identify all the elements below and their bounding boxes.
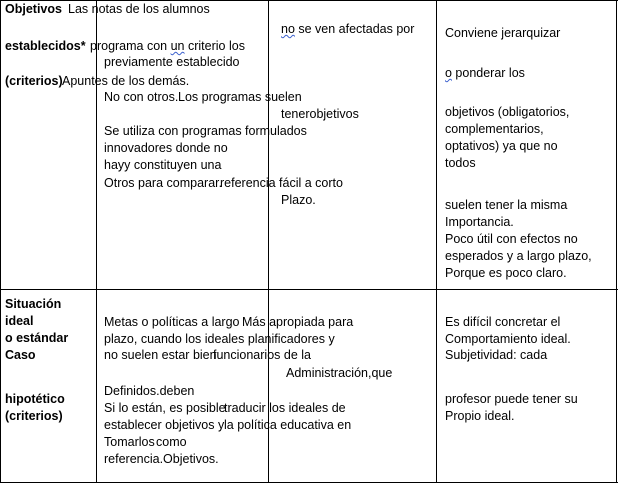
row1-col4-text: Poco útil con efectos no	[445, 232, 578, 246]
row2-col2-text: Metas o políticas a largo	[104, 315, 240, 329]
row2-col2-text: como	[156, 435, 187, 449]
row2-col2-text: Tomarlos	[104, 435, 155, 449]
row2-label-4: Caso	[5, 348, 36, 362]
row-divider	[0, 289, 618, 290]
row1-col4-text: Importancia.	[445, 215, 514, 229]
row2-col4-text: Es difícil concretar el	[445, 315, 561, 329]
row2-label-6: (criterios)	[5, 409, 63, 423]
row2-col4-text: Subjetividad: cada	[445, 348, 548, 362]
row1-label-1: Objetivos	[5, 2, 62, 16]
row1-col4-text: objetivos (obligatorios,	[445, 105, 570, 119]
row1-col4-text: complementarios,	[445, 122, 544, 136]
row2-col4-text: Comportamiento ideal.	[445, 332, 571, 346]
row1-col2-text: No con otros.	[104, 90, 179, 104]
row2-col2-text: Definidos.deben	[104, 384, 195, 398]
row1-label-3: (criterios)	[5, 74, 63, 88]
row2-col2-text: referencia.Objetivos.	[104, 452, 219, 466]
row1-col2-text: Se utiliza con programas formulados	[104, 124, 307, 138]
row1-col4-text: suelen tener la misma	[445, 198, 568, 212]
row1-col2-text: hayy constituyen una	[104, 158, 222, 172]
row2-label-5: hipotético	[5, 392, 65, 406]
row1-col3-text: Plazo.	[281, 193, 316, 207]
row1-label-2: establecidos*	[5, 39, 86, 53]
row2-label-1: Situación	[5, 297, 62, 311]
table-border-bottom	[0, 482, 618, 483]
row1-col2-text: Las notas de los alumnos	[68, 2, 210, 16]
row1-col2-text: previamente establecido	[104, 55, 240, 69]
table-border-right	[616, 0, 617, 483]
row1-col2-text: programa con un criterio los	[90, 39, 245, 53]
row2-col4-text: profesor puede tener su	[445, 392, 578, 406]
row1-col3-text: no se ven afectadas por	[281, 22, 415, 36]
row2-label-3: o estándar	[5, 331, 69, 345]
row2-col2-text: no suelen estar bien	[104, 348, 217, 362]
row2-col2-text: traducir los ideales de	[224, 401, 346, 415]
row2-col2-text: la política educativa en	[224, 418, 352, 432]
row1-col4-text: Porque es poco claro.	[445, 266, 567, 280]
table-border-top	[0, 0, 618, 1]
row1-col2-text: Otros para comparar.	[104, 176, 223, 190]
row2-col2-text: establecer objetivos y	[104, 418, 225, 432]
row1-col4-text: Conviene jerarquizar	[445, 26, 561, 40]
row2-col2-text: Administración,que	[286, 366, 393, 380]
row2-col2-text: funcionarios de la	[213, 348, 311, 362]
column-divider-1	[0, 0, 1, 483]
row1-col4-text: todos	[445, 156, 476, 170]
row2-col2-text: Más apropiada para	[242, 315, 354, 329]
row1-col4-text: optativos) ya que no	[445, 139, 558, 153]
row1-col2-text: innovadores donde no	[104, 141, 228, 155]
row1-col4-text: o ponderar los	[445, 66, 525, 80]
row2-col2-text: Si lo están, es posible	[104, 401, 226, 415]
row1-col2-text: Los programas suelen	[178, 90, 302, 104]
row2-col2-text: plazo, cuando los ideales planificadores y	[104, 332, 335, 346]
row1-col3-text: tenerobjetivos	[281, 107, 359, 121]
column-divider-4	[436, 0, 437, 483]
row1-col2-text: referencia fácil a corto	[220, 176, 343, 190]
column-divider-2	[96, 0, 97, 483]
row2-col4-text: Propio ideal.	[445, 409, 515, 423]
row1-col4-text: esperados y a largo plazo,	[445, 249, 592, 263]
row2-label-2: ideal	[5, 314, 34, 328]
row1-col2-text: Apuntes de los demás.	[62, 74, 190, 88]
